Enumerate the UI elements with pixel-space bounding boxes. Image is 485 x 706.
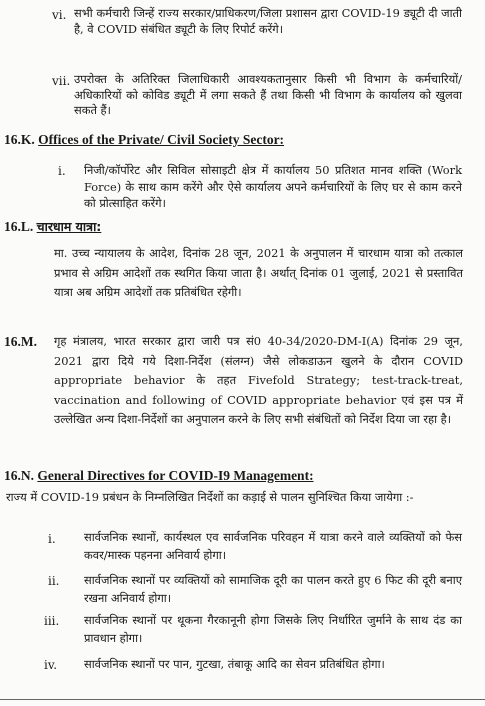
section-paragraph: गृह मंत्रालय, भारत सरकार द्वारा जारी पत्र सं0 40-34/2020-DM-I(A) दिनांक 29 जून, 2021 द्वारा दिये गये दिशा-निर्देश (संलग्न) जैसे लोकडाऊन खुलने के दौरान COVID appropriate behavior के तहत Fivefold Strategy; test-track-treat, vaccination and following of COVID appropriate behavior एवं इस पत्र में उल्लेखित अन्य दिशा-निर्देशों का अनुपालन करने के लिए सभी संबंधितों को निर्देश दिया जा रहा है। <box>54 334 463 426</box>
item-number: ii. <box>48 574 60 588</box>
item-number: i. <box>48 532 56 546</box>
item-text: सभी कर्मचारी जिन्हें राज्य सरकार/प्राधिकरण/जिला प्रशासन द्वारा COVID-19 ड्यूटी दी जाती है, वे COVID संबंधित ड्यूटी के लिए रिपोर्ट करेंगे। <box>74 6 462 36</box>
section-label: 16.L. <box>4 219 34 234</box>
item-text: निजी/कॉर्पोरेट और सिविल सोसाइटी क्षेत्र में कार्यालय 50 प्रतिशत मानव शक्ति (Work Force) के साथ काम करेंगे और ऐसे कार्यालय अपने कर्मचारियों के लिए घर से काम करने को प्रोत्साहित करेंगे। <box>84 163 462 210</box>
item-text: उपरोक्त के अतिरिक्त जिलाधिकारी आवश्यकतानुसार किसी भी विभाग के कर्मचारियों/अधिकारियों को कोविड ड्यूटी में लगा सकते हैं तथा किसी भी विभाग के कार्यालय को खुलवा सकते हैं। <box>74 72 462 117</box>
section-heading <box>4 468 314 484</box>
section-heading <box>4 132 284 148</box>
section-title: General Directives for COVID-I9 Management: <box>37 468 314 483</box>
item-text: सार्वजनिक स्थानों पर पान, गुटखा, तंबाकू आदि का सेवन प्रतिबंधित होगा। <box>84 657 385 671</box>
item-text: सार्वजनिक स्थानों पर व्यक्तियों को सामाजिक दूरी का पालन करते हुए 6 फिट की दूरी बनाए रखना अनिवार्य होगा। <box>84 573 462 605</box>
item-text: सार्वजनिक स्थानों पर थूकना गैरकानूनी होगा जिसके लिए निर्धारित जुर्माने के साथ दंड का प्रावधान होगा। <box>84 613 462 645</box>
section-paragraph: मा. उच्च न्यायालय के आदेश, दिनांक 28 जून, 2021 के अनुपालन में चारधाम यात्रा को तत्काल प्रभाव से अग्रिम आदेशों तक स्थगित किया जाता है। अर्थात् दिनांक 01 जुलाई, 2021 से प्रस्तावित यात्रा अब अग्रिम आदेशों तक प्रतिबंधित रहेगी। <box>54 246 463 299</box>
item-number: i. <box>58 164 66 178</box>
item-text: सार्वजनिक स्थानों, कार्यस्थल एव सार्वजनिक परिवहन में यात्रा करने वाले व्यक्तियों को फेस कवर/मास्क पहनना अनिवार्य होगा। <box>84 530 462 562</box>
item-number: iv. <box>44 658 58 672</box>
item-number: vii. <box>52 74 71 88</box>
page-bottom-rule <box>0 699 485 700</box>
section-title: Offices of the Private/ Civil Society Sector: <box>38 132 285 147</box>
item-number: iii. <box>44 614 60 628</box>
section-label: 16.M. <box>4 334 37 349</box>
section-intro: राज्य में COVID-19 प्रबंधन के निम्नलिखित निर्देशों का कड़ाई से पालन सुनिश्चित किया जायेगा :- <box>6 490 414 504</box>
item-number: vi. <box>52 8 67 22</box>
section-label: 16.N. <box>4 468 34 483</box>
section-title: चारधाम यात्रा: <box>36 219 102 234</box>
section-label: 16.K. <box>4 132 35 147</box>
section-heading <box>4 218 101 235</box>
